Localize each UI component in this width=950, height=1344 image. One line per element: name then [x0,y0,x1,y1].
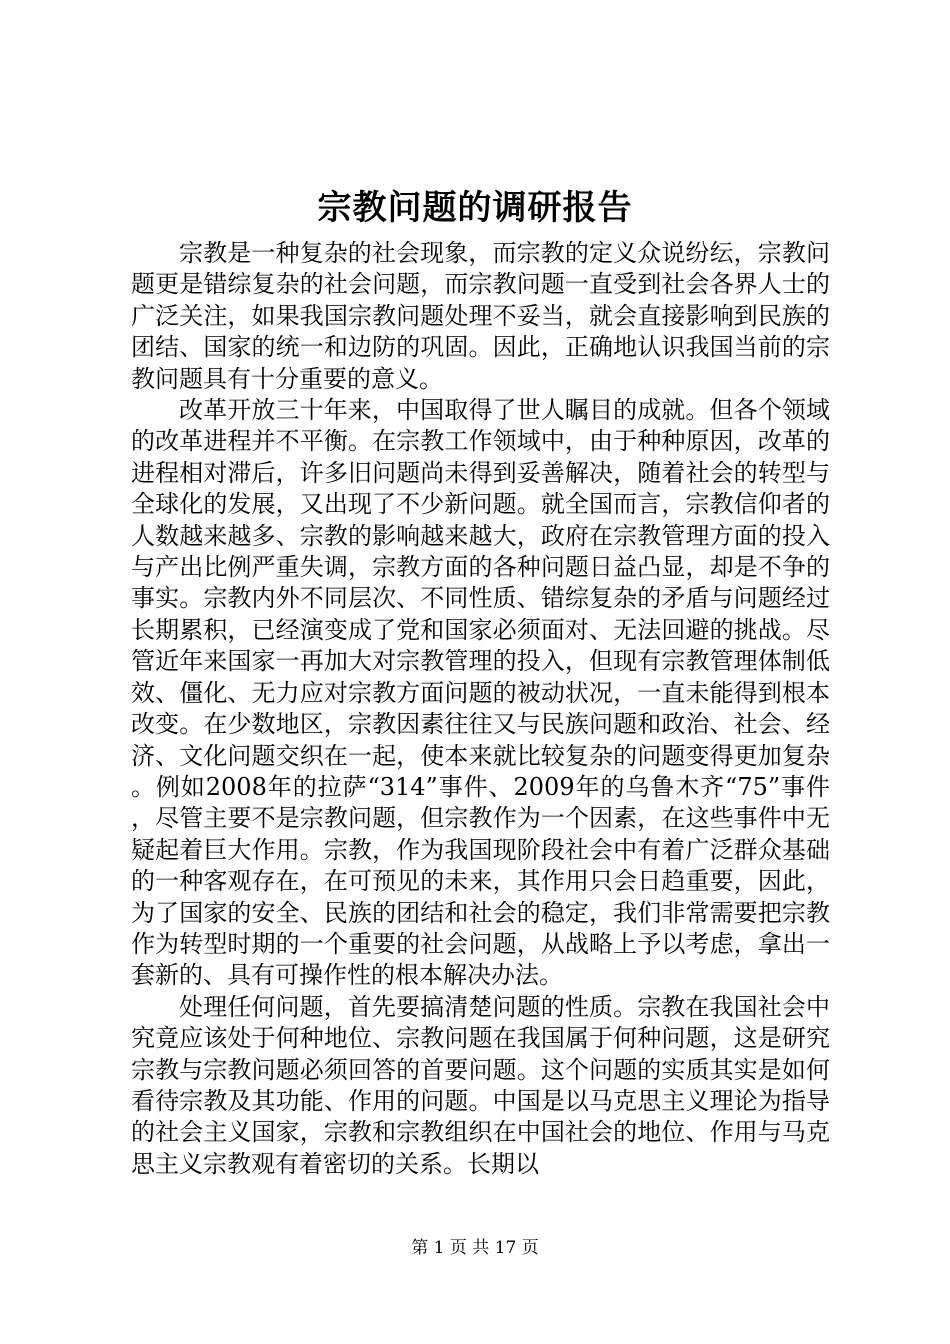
paragraph-1: 宗教是一种复杂的社会现象，而宗教的定义众说纷纭，宗教问题更是错综复杂的社会问题，而宗教问题一直受到社会各界人士的广泛关注，如果我国宗教问题处理不妥当，就会直接影响到民族的团结、国家的统一和边防的巩固。因此，正确地认识我国当前的宗教问题具有十分重要的意义。 [131,239,830,393]
page-number-footer: 第 1 页 共 17 页 [411,1238,539,1258]
document-body [131,238,830,1180]
paragraph-3: 处理任何问题，首先要搞清楚问题的性质。宗教在我国社会中究竟应该处于何种地位、宗教问题在我国属于何种问题，这是研究宗教与宗教问题必须回答的首要问题。这个问题的实质其实是如何看待宗教及其功能、作用的问题。中国是以马克思主义理论为指导的社会主义国家，宗教和宗教组织在中国社会的地位、作用与马克思主义宗教观有着密切的关系。长期以 [131,992,830,1178]
paragraph-2: 改革开放三十年来，中国取得了世人瞩目的成就。但各个领域的改革进程并不平衡。在宗教工作领域中，由于种种原因，改革的进程相对滞后，许多旧问题尚未得到妥善解决，随着社会的转型与全球化的发展，又出现了不少新问题。就全国而言，宗教信仰者的人数越来越多、宗教的影响越来越大，政府在宗教管理方面的投入与产出比例严重失调，宗教方面的各种问题日益凸显，却是不争的事实。宗教内外不同层次、不同性质、错综复杂的矛盾与问题经过长期累积，已经演变成了党和国家必须面对、无法回避的挑战。尽管近年来国家一再加大对宗教管理的投入，但现有宗教管理体制低效、僵化、无力应对宗教方面问题的被动状况，一直未能得到根本改变。在少数地区，宗教因素往往又与民族问题和政治、社会、经济、文化问题交织在一起，使本来就比较复杂的问题变得更加复杂。例如2008年的拉萨“314”事件、2009年的乌鲁木齐“75”事件，尽管主要不是宗教问题，但宗教作为一个因素，在这些事件中无疑起着巨大作用。宗教，作为我国现阶段社会中有着广泛群众基础的一种客观存在，在可预见的未来，其作用只会日趋重要，因此，为了国家的安全、民族的团结和社会的稳定，我们非常需要把宗教作为转型时期的一个重要的社会问题，从战略上予以考虑，拿出一套新的、具有可操作性的根本解决办法。 [131,396,830,990]
document-title: 宗教问题的调研报告 [317,188,633,228]
